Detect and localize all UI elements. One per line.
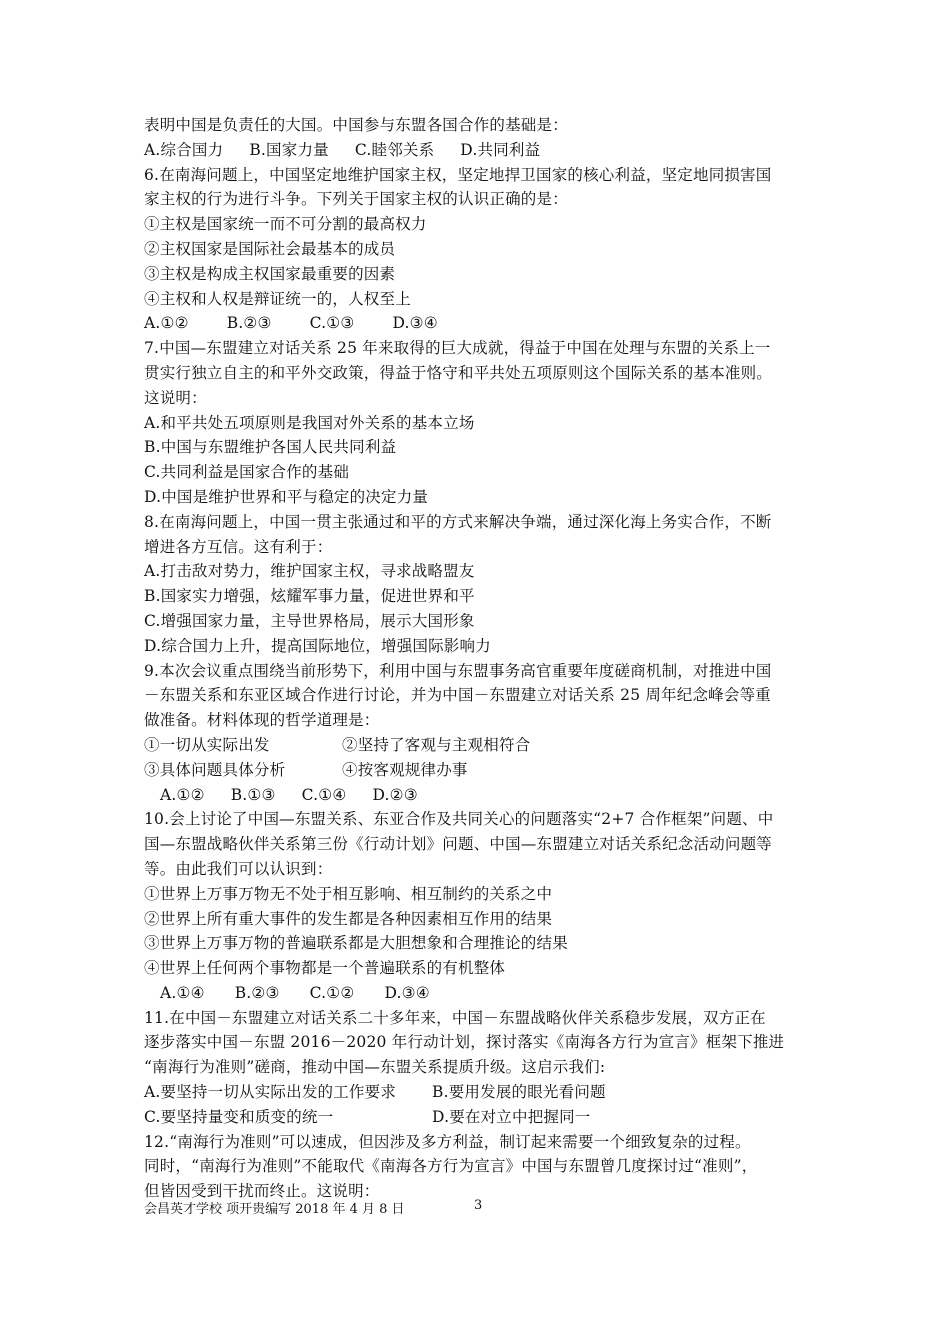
question-5-options — [144, 138, 808, 163]
question-9-options — [144, 783, 808, 808]
option-d: D.中国是维护世界和平与稳定的决定力量 — [144, 487, 429, 506]
statement-3: ③世界上万事万物的普遍联系都是大胆想象和合理推论的结果 — [144, 934, 568, 953]
statement-1: ①世界上万事万物无不处于相互影响、相互制约的关系之中 — [144, 884, 553, 903]
question-9-stem: 9.本次会议重点围绕当前形势下，利用中国与东盟事务高官重要年度磋商机制，对推进中国 — [144, 661, 772, 680]
statement-4: ④主权和人权是辩证统一的，人权至上 — [144, 289, 411, 308]
question-7-stem-end: 这说明： — [144, 388, 207, 407]
statement-4: ④世界上任何两个事物都是一个普遍联系的有机整体 — [144, 959, 506, 978]
option-b: B.①③ — [230, 785, 276, 804]
statement-1: ①主权是国家统一而不可分割的最高权力 — [144, 215, 427, 234]
option-b: B.国家实力增强，炫耀军事力量，促进世界和平 — [144, 587, 475, 606]
question-8-stem-cont: 增进各方互信。这有利于： — [144, 537, 333, 556]
option-b: B.②③ — [226, 314, 272, 333]
question-7-stem-cont: 贯实行独立自主的和平外交政策，得益于恪守和平共处五项原则这个国际关系的基本准则。 — [144, 363, 773, 382]
option-a: A.①② — [160, 785, 205, 804]
question-8-stem: 8.在南海问题上，中国一贯主张通过和平的方式来解决争端，通过深化海上务实合作，不断 — [144, 512, 772, 531]
options-row-1 — [144, 1080, 808, 1105]
statement-2: ②坚持了客观与主观相符合 — [342, 735, 531, 754]
option-d: D.要在对立中把握同一 — [432, 1107, 591, 1126]
option-a: A.①④ — [160, 983, 205, 1002]
option-c: C.①④ — [301, 785, 347, 804]
question-6-stem: 6.在南海问题上，中国坚定地维护国家主权，坚定地捍卫国家的核心利益，坚定地同损害国 — [144, 165, 772, 184]
question-12-stem-end: 但皆因受到干扰而终止。这说明： — [144, 1182, 380, 1201]
option-a: A.打击敌对势力，维护国家主权，寻求战略盟友 — [144, 562, 475, 581]
question-12-stem-cont: 同时，“南海行为准则”不能取代《南海各方行为宣言》中国与东盟曾几度探讨过“准则”， — [144, 1157, 758, 1176]
question-11-stem: 11.在中国－东盟建立对话关系二十多年来，中国－东盟战略伙伴关系稳步发展，双方正在 — [144, 1008, 766, 1027]
footer-text: 会昌英才学校 项开贵编写 2018 年 4 月 8 日 — [144, 1202, 405, 1217]
question-11-stem-end: “南海行为准则”磋商，推动中国—东盟关系提质升级。这启示我们: — [144, 1058, 606, 1077]
option-d: D.综合国力上升，提高国际地位，增强国际影响力 — [144, 636, 491, 655]
option-d: D.共同利益 — [460, 140, 541, 159]
question-9-stem-cont: －东盟关系和东亚区域合作进行讨论，并为中国－东盟建立对话关系 25 周年纪念峰会等重 — [144, 686, 771, 705]
option-c: C.要坚持量变和质变的统一 — [144, 1107, 334, 1126]
option-c: C.共同利益是国家合作的基础 — [144, 463, 350, 482]
statement-4: ④按客观规律办事 — [342, 760, 468, 779]
statement-3: ③具体问题具体分析 — [144, 760, 286, 779]
option-b: B.要用发展的眼光看问题 — [432, 1083, 606, 1102]
question-9-stem-end: 做准备。材料体现的哲学道理是： — [144, 711, 380, 730]
question-6-stem-cont: 家主权的行为进行斗争。下列关于国家主权的认识正确的是： — [144, 190, 568, 209]
statement-2: ②世界上所有重大事件的发生都是各种因素相互作用的结果 — [144, 909, 553, 928]
statement-3: ③主权是构成主权国家最重要的因素 — [144, 264, 396, 283]
option-b: B.国家力量 — [249, 140, 329, 159]
option-d: D.③④ — [392, 314, 438, 333]
question-10-stem: 10.会上讨论了中国—东盟关系、东亚合作及共同关心的问题落实“2+7 合作框架”问题、中 — [144, 810, 774, 829]
option-c: C.睦邻关系 — [354, 140, 435, 159]
option-c: C.增强国家力量，主导世界格局，展示大国形象 — [144, 611, 475, 630]
document-body — [144, 113, 808, 1204]
option-d: D.②③ — [372, 785, 418, 804]
question-11-stem-cont: 逐步落实中国－东盟 2016－2020 年行动计划，探讨落实《南海各方行为宣言》框架下推进 — [144, 1033, 785, 1052]
option-b: B.②③ — [234, 983, 280, 1002]
option-b: B.中国与东盟维护各国人民共同利益 — [144, 438, 397, 457]
statements-row-2 — [144, 758, 808, 783]
question-12-stem: 12.“南海行为准则”可以速成，但因涉及多方利益，制订起来需要一个细致复杂的过程。 — [144, 1132, 751, 1151]
option-a: A.综合国力 — [144, 140, 224, 159]
option-c: C.①② — [309, 983, 355, 1002]
question-10-options — [144, 981, 808, 1006]
page-number: 3 — [474, 1198, 483, 1213]
option-a: A.和平共处五项原则是我国对外关系的基本立场 — [144, 413, 475, 432]
text-line: 表明中国是负责任的大国。中国参与东盟各国合作的基础是： — [144, 116, 568, 134]
question-7-stem: 7.中国—东盟建立对话关系 25 年来取得的巨大成就，得益于中国在处理与东盟的关系上一 — [144, 339, 771, 358]
statement-2: ②主权国家是国际社会最基本的成员 — [144, 239, 396, 258]
option-a: A.要坚持一切从实际出发的工作要求 — [144, 1083, 397, 1102]
statements-row-1 — [144, 733, 808, 758]
page-footer — [144, 1198, 483, 1217]
statement-1: ①一切从实际出发 — [144, 735, 270, 754]
options-row-2 — [144, 1105, 808, 1130]
option-c: C.①③ — [309, 314, 355, 333]
question-10-stem-end: 等。由此我们可以认识到： — [144, 859, 333, 878]
question-6-options — [144, 311, 808, 336]
option-d: D.③④ — [384, 983, 430, 1002]
question-10-stem-cont: 国—东盟战略伙伴关系第三份《行动计划》问题、中国—东盟建立对话关系纪念活动问题等 — [144, 835, 773, 854]
option-a: A.①② — [144, 314, 189, 333]
